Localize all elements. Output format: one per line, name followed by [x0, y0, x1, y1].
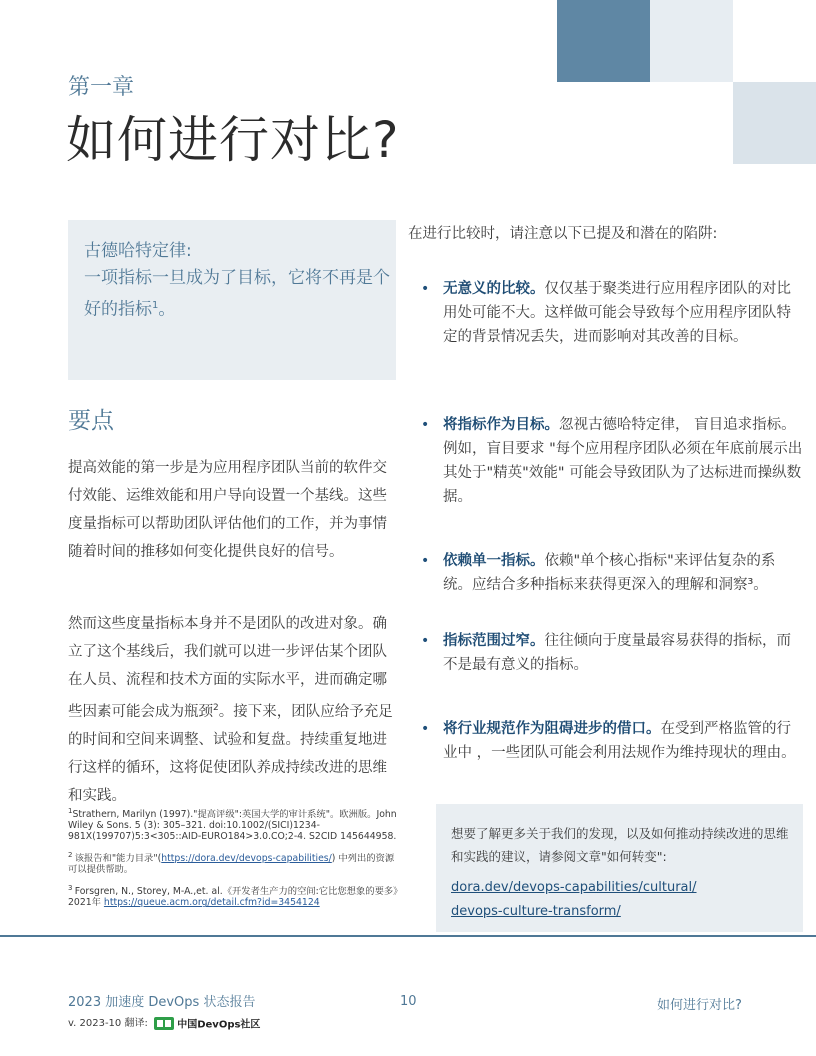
logo-text: 中国DevOps社区 — [177, 1019, 261, 1031]
decor-block-dark — [557, 0, 650, 82]
pitfall-text: 仅仅基于聚类进行应用程序团队的对比用处可能不大。这样做可能会导致每个应用程序团队特定的背景情况丢失，进而影响对其改善的目标。 — [443, 281, 791, 345]
pitfalls-intro: 在进行比较时，请注意以下已提及和潜在的陷阱: — [408, 226, 718, 242]
footer-version-text: v. 2023-10 翻译: — [68, 1018, 148, 1029]
page-title: 如何进行对比? — [66, 111, 400, 169]
decor-block-mid — [733, 82, 816, 164]
pitfall-item — [421, 549, 803, 597]
quote-box — [68, 220, 396, 380]
footnote-3: $^3$ Forsgren, N., Storey, M-A.,et. al.《开发者生产力的空间:它比您想象的要多》2021年 https://queue.acm.org/detail.cfm?id=3454124 — [68, 884, 403, 909]
pitfall-text: 依赖"单个核心指标"来评估复杂的系统。应结合多种指标来获得更深入的理解和洞察³。 — [443, 553, 776, 593]
footer-section-title: 如何进行对比? — [657, 998, 742, 1013]
footnote-2-text-a: 该报告和"能力目录"( — [74, 853, 162, 865]
pitfall-title: 无意义的比较。 — [443, 281, 545, 297]
body-paragraph-1: 提高效能的第一步是为应用程序团队当前的软件交付效能、运维效能和用户导向设置一个基线。这些度量指标可以帮助团队评估他们的工作，并为事情随着时间的推移如何变化提供良好的信号。 — [68, 460, 387, 560]
para2-text-a: 然而这些度量指标本身并不是团队的改进对象。确立了这个基线后，我们就可以进一步评估某个团队在人员、流程和技术方面的实际水平，进而确定哪些因素可能会成为瓶颈 — [68, 616, 387, 720]
bullet-dot-icon: • — [421, 633, 430, 649]
footer-version — [68, 1014, 260, 1031]
quote-text — [84, 265, 392, 324]
footnote-ref-1: 1 — [152, 300, 159, 311]
bullet-dot-icon: • — [421, 417, 430, 433]
body-paragraph-2 — [68, 610, 398, 810]
footnote-1-text: Strathern, Marilyn (1997)."提高评级":英国大学的审计系统"。欧洲版。John Wiley & Sons. 5 (3): 305–321. doi:10.1002/(SICI)1234-981X(199707)5:3<305::AID-EURO184>3.0.CO;2-4. S2CID 145644958. — [68, 809, 397, 843]
quote-body: 一项指标一旦成为了目标，它将不再是个好的指标 — [84, 268, 390, 320]
bullet-dot-icon: • — [421, 281, 430, 297]
page-number: 10 — [400, 994, 417, 1009]
pitfall-title: 依赖单一指标。 — [443, 553, 545, 569]
pitfall-text: 往往倾向于度量最容易获得的指标，而不是最有意义的指标。 — [443, 633, 791, 673]
footnotes — [68, 806, 403, 916]
quote-title: 古德哈特定律: — [84, 241, 192, 261]
pitfall-item — [421, 629, 803, 677]
pitfall-title: 将行业规范作为阻碍进步的借口。 — [443, 721, 661, 737]
footnote-ref-2: 2 — [213, 703, 219, 713]
pitfall-item — [421, 277, 803, 349]
pitfall-title: 将指标作为目标。 — [443, 417, 559, 433]
info-link-line-2[interactable]: devops-culture-transform/ — [451, 904, 621, 919]
key-points-heading: 要点 — [68, 408, 114, 434]
footer-divider — [0, 935, 816, 937]
info-box — [436, 804, 803, 932]
pitfall-title: 指标范围过窄。 — [443, 633, 545, 649]
info-link-line-1[interactable]: dora.dev/devops-capabilities/cultural/ — [451, 880, 697, 895]
footnote-2-link[interactable]: https://dora.dev/devops-capabilities/ — [161, 853, 332, 865]
devops-logo-icon — [154, 1017, 174, 1030]
footnote-3-link[interactable]: https://queue.acm.org/detail.cfm?id=3454124 — [103, 897, 320, 909]
bullet-dot-icon: • — [421, 553, 430, 569]
quote-end: 。 — [158, 299, 176, 320]
footnote-2-text-b: ) 中列出的资源可以提供帮助。 — [68, 853, 395, 876]
para2-text-b: 。接下来，团队应给予充足的时间和空间来调整、试验和复盘。持续重复地进行这样的循环，这将促使团队养成持续改进的思维和实践。 — [68, 703, 393, 804]
pitfall-item — [421, 413, 803, 509]
decor-block-light — [650, 0, 733, 82]
footnote-3-text: Forsgren, N., Storey, M-A.,et. al.《开发者生产力的空间:它比您想象的要多》2021年 — [68, 886, 403, 909]
bullet-dot-icon: • — [421, 721, 430, 737]
chapter-label: 第一章 — [68, 75, 135, 100]
footnote-2: $^2$ 该报告和"能力目录"(https://dora.dev/devops-capabilities/) 中列出的资源可以提供帮助。 — [68, 851, 395, 876]
footer-report-title: 2023 加速度 DevOps 状态报告 — [68, 995, 256, 1010]
pitfall-text: 忽视古德哈特定律， 盲目追求指标。例如，盲目要求 "每个应用程序团队必须在年底前展示出其处于"精英"效能" 可能会导致团队为了达标进而操纵数据。 — [443, 417, 803, 505]
pitfall-item — [421, 717, 803, 765]
footnote-1: $^1$Strathern, Marilyn (1997)."提高评级":英国大学的审计系统"。欧洲版。John Wiley & Sons. 5 (3): 305–321. doi:10.1002/(SICI)1234-981X(199707)5:3<305::AID-EURO184>3.0.CO;2-4. S2CID 145644958. — [68, 807, 397, 843]
pitfall-text: 在受到严格监管的行业中 ，一些团队可能会利用法规作为维持现状的理由。 — [443, 721, 796, 761]
info-text: 想要了解更多关于我们的发现，以及如何推动持续改进的思维和实践的建议，请参阅文章"如何转变": — [451, 826, 789, 864]
